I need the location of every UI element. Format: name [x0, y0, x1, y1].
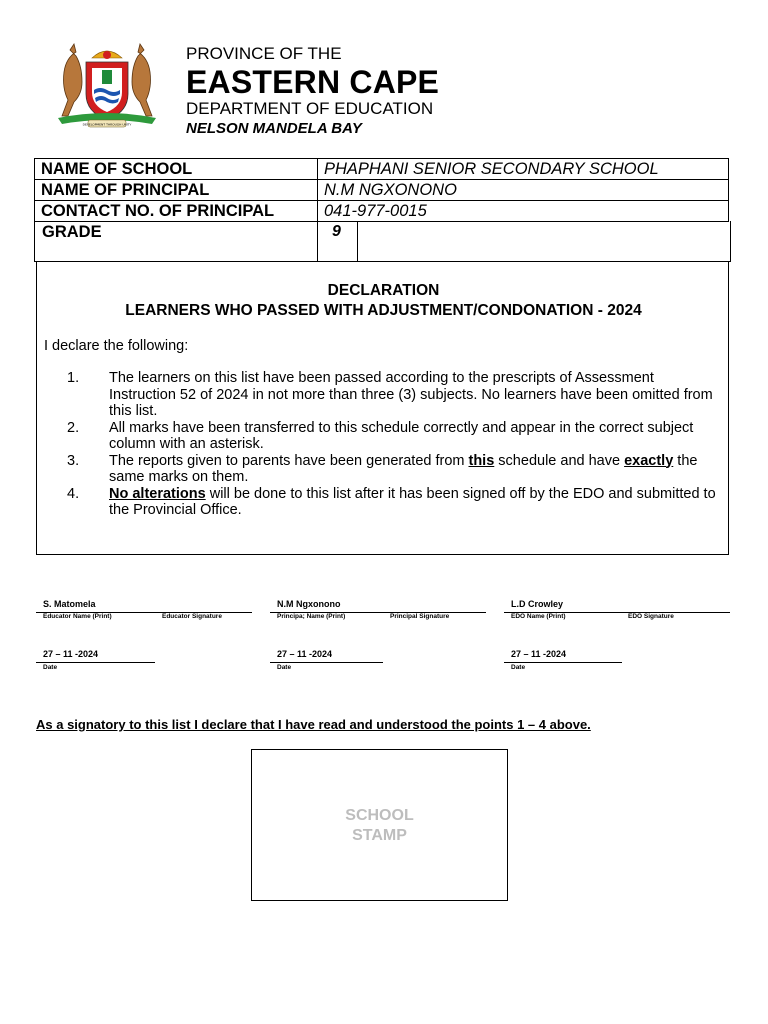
item-number: 4. — [67, 485, 80, 502]
item-text — [109, 486, 721, 519]
item-text-part: schedule and have — [494, 452, 625, 469]
emphasis-this: this — [468, 452, 495, 469]
list-item — [37, 486, 730, 519]
cell-divider — [317, 221, 318, 261]
coat-of-arms-logo — [52, 42, 162, 130]
header-province-name: EASTERN CAPE — [186, 64, 440, 100]
grade-row — [34, 221, 731, 262]
crest-motto: DEVELOPMENT THROUGH UNITY — [82, 122, 132, 127]
contact-number-value: 041-977-0015 — [318, 201, 729, 222]
school-name-value: PHAPHANI SENIOR SECONDARY SCHOOL — [318, 159, 729, 180]
signatory-statement: As a signatory to this list I declare that I have read and understood the points 1 – 4 above. — [36, 717, 591, 732]
grade-label: GRADE — [42, 223, 102, 241]
date-line — [504, 662, 622, 663]
stamp-line-2: STAMP — [352, 827, 407, 844]
edo-name: L.D Crowley — [511, 599, 564, 609]
stamp-line-1: SCHOOL — [345, 807, 414, 824]
school-info-table — [34, 158, 729, 222]
grade-value: 9 — [332, 223, 341, 240]
item-text: All marks have been transferred to this schedule correctly and appear in the correct subject column with an asterisk. — [109, 419, 694, 452]
cell-divider — [357, 221, 358, 261]
educator-name-label: Educator Name (Print) — [43, 613, 112, 620]
declaration-list — [37, 370, 730, 519]
stamp-placeholder-text — [252, 806, 507, 846]
date-line — [270, 662, 383, 663]
school-name-label: NAME OF SCHOOL — [35, 159, 318, 180]
declaration-box — [36, 262, 729, 555]
table-row — [35, 201, 729, 222]
list-item — [37, 420, 730, 453]
item-text-part: will be done to this list after it has been signed off by the EDO and submitted to the Provincial Office. — [109, 485, 716, 518]
educator-date: 27 – 11 -2024 — [43, 649, 99, 659]
edo-name-label: EDO Name (Print) — [511, 613, 566, 620]
principal-date: 27 – 11 -2024 — [277, 649, 333, 659]
principal-name-label: NAME OF PRINCIPAL — [35, 180, 318, 201]
list-item — [37, 370, 730, 420]
declaration-intro: I declare the following: — [44, 338, 189, 354]
edo-signature-label: EDO Signature — [628, 613, 674, 620]
school-stamp-box — [251, 749, 508, 901]
item-number: 1. — [67, 370, 80, 386]
educator-date-label: Date — [43, 664, 58, 671]
contact-number-label: CONTACT NO. OF PRINCIPAL — [35, 201, 318, 222]
item-number: 2. — [67, 419, 80, 436]
emphasis-exactly: exactly — [624, 452, 674, 469]
item-text: The learners on this list have been passed according to the prescripts of Assessment Instruction 52 of 2024 in not more than three (3) subjects. No learners have been omitted from this list. — [109, 370, 713, 419]
principal-signature-label: Principal Signature — [390, 613, 450, 620]
emphasis-no-alterations: No alterations — [109, 485, 206, 502]
declaration-subtitle: LEARNERS WHO PASSED WITH ADJUSTMENT/CONDONATION - 2024 — [125, 302, 642, 319]
header-province-line: PROVINCE OF THE — [186, 44, 342, 63]
principal-name-label: Principa; Name (Print) — [277, 613, 346, 620]
date-line — [36, 662, 155, 663]
item-text-part: the same marks on them. — [109, 452, 698, 485]
educator-name: S. Matomela — [43, 599, 96, 609]
item-text-part: The reports given to parents have been generated from — [109, 452, 469, 469]
item-text — [109, 453, 721, 486]
educator-signature-label: Educator Signature — [162, 613, 222, 620]
principal-name: N.M Ngxonono — [277, 599, 341, 609]
table-row — [35, 180, 729, 201]
principal-name-value: N.M NGXONONO — [318, 180, 729, 201]
header-department: DEPARTMENT OF EDUCATION — [186, 99, 434, 118]
edo-date: 27 – 11 -2024 — [511, 649, 567, 659]
header-district: NELSON MANDELA BAY — [186, 120, 362, 137]
list-item — [37, 453, 730, 486]
principal-date-label: Date — [277, 664, 292, 671]
item-number: 3. — [67, 452, 80, 469]
declaration-title: DECLARATION — [327, 282, 440, 299]
table-row — [35, 159, 729, 180]
edo-date-label: Date — [511, 664, 526, 671]
